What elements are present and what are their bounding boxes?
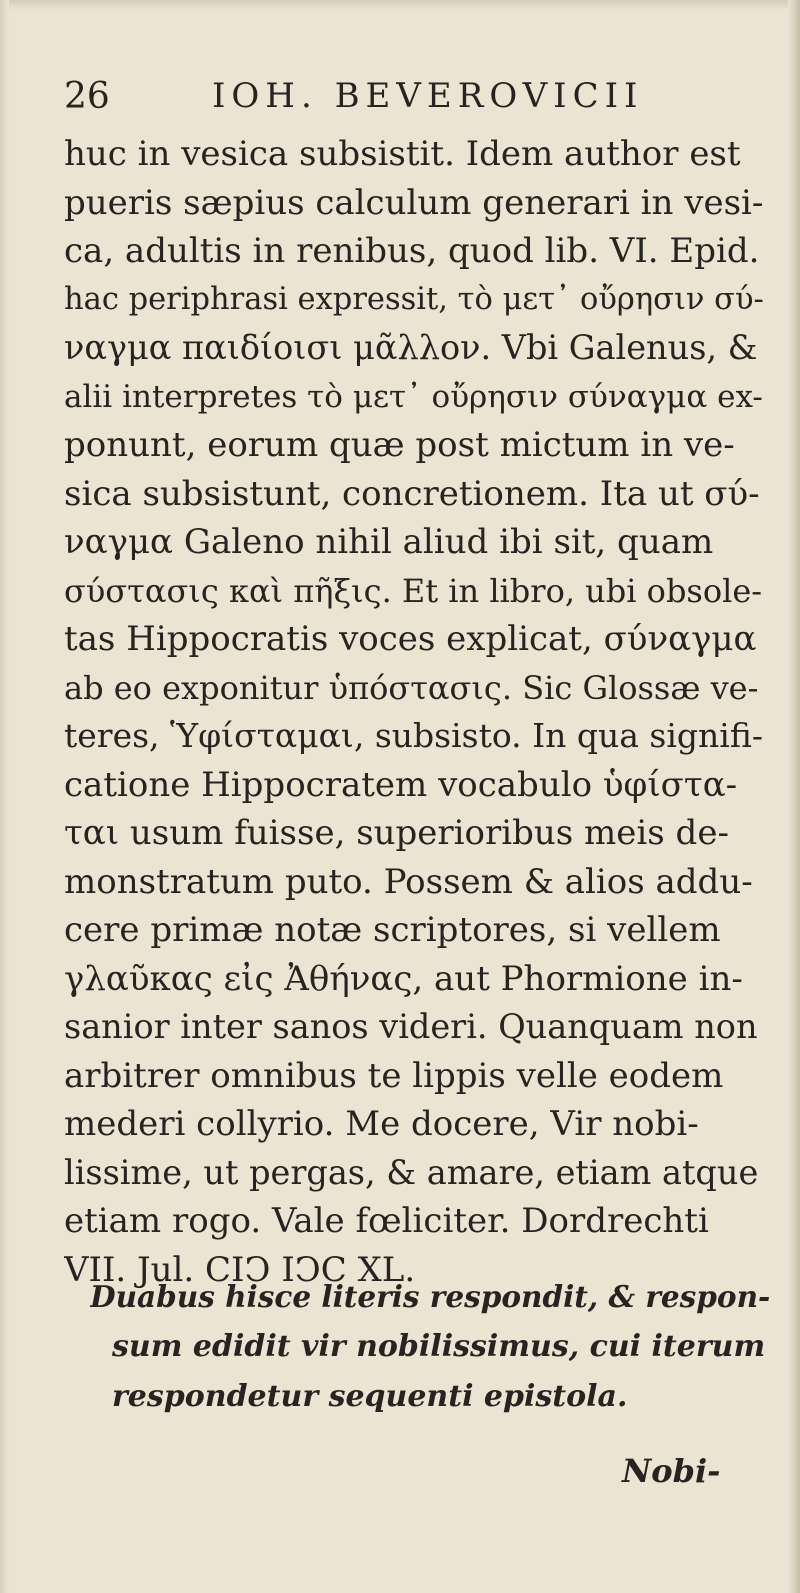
text-line: lissime, ut pergas, & amare, etiam atque [64,1152,759,1192]
text-line: ται usum fuisse, superioribus meis de- [64,813,729,853]
text-line: σύστασις καὶ πῆξις. Et in libro, ubi obsole- [64,571,763,610]
text-line: etiam rogo. Vale fœliciter. Dordrechti [64,1201,709,1241]
text-line: catione Hippocratem vocabulo ὑφίστα- [64,764,738,805]
text-line: pueris sæpius calculum generari in vesi- [64,182,764,223]
text-line: mederi collyrio. Me docere, Vir nobi- [64,1104,699,1144]
editorial-note [90,1272,780,1422]
page-number: 26 [64,76,110,117]
page-right-edge [788,0,800,1593]
note-line: sum edidit vir nobilissimus, cui iterum [112,1329,766,1364]
text-line: tas Hippocratis voces explicat, σύναγμα [64,619,757,659]
text-line: hac periphrasi expressit, τὸ μετ᾽ οὔρησιν σύ- [64,281,764,317]
text-line: cere primæ notæ scriptores, si vellem [64,910,721,950]
page-header [64,76,764,126]
text-line: sanior inter sanos videri. Quanquam non [64,1007,758,1046]
text-line: teres, Ὑφίσταμαι, subsisto. In qua signifi- [64,716,764,755]
note-line: Duabus hisce literis respondit, & respon- [90,1279,771,1314]
body-text [64,130,764,1294]
catchword: Nobi- [622,1452,721,1490]
text-line: alii interpretes τὸ μετ᾽ οὔρησιν σύναγμα ex- [64,378,763,415]
text-line: ab eo exponitur ὑπόστασις. Sic Glossæ ve- [64,668,759,707]
page-top-edge [0,0,800,10]
text-line: VII. Jul. CIↃ IↃC XL. [64,1249,416,1290]
text-line: ca, adultis in renibus, quod lib. VI. Epid. [64,231,760,271]
text-line: ναγμα Galeno nihil aliud ibi sit, quam [64,522,714,562]
text-line: arbitrer omnibus te lippis velle eodem [64,1055,724,1096]
text-line: sica subsistunt, concretionem. Ita ut σύ- [64,473,760,514]
text-line: huc in vesica subsistit. Idem author est [64,134,741,174]
text-line: monstratum puto. Possem & alios addu- [64,861,753,902]
text-line: γλαῦκας εἰς Ἀθήνας, aut Phormione in- [64,958,743,999]
running-head: IOH. BEVEROVICII [212,76,644,116]
text-line: ponunt, eorum quæ post mictum in ve- [64,425,735,465]
note-line: respondetur sequenti epistola. [112,1379,628,1414]
text-line: ναγμα παιδίοισι μᾶλλον. Vbi Galenus, & [64,328,758,367]
page-left-edge [0,0,9,1593]
